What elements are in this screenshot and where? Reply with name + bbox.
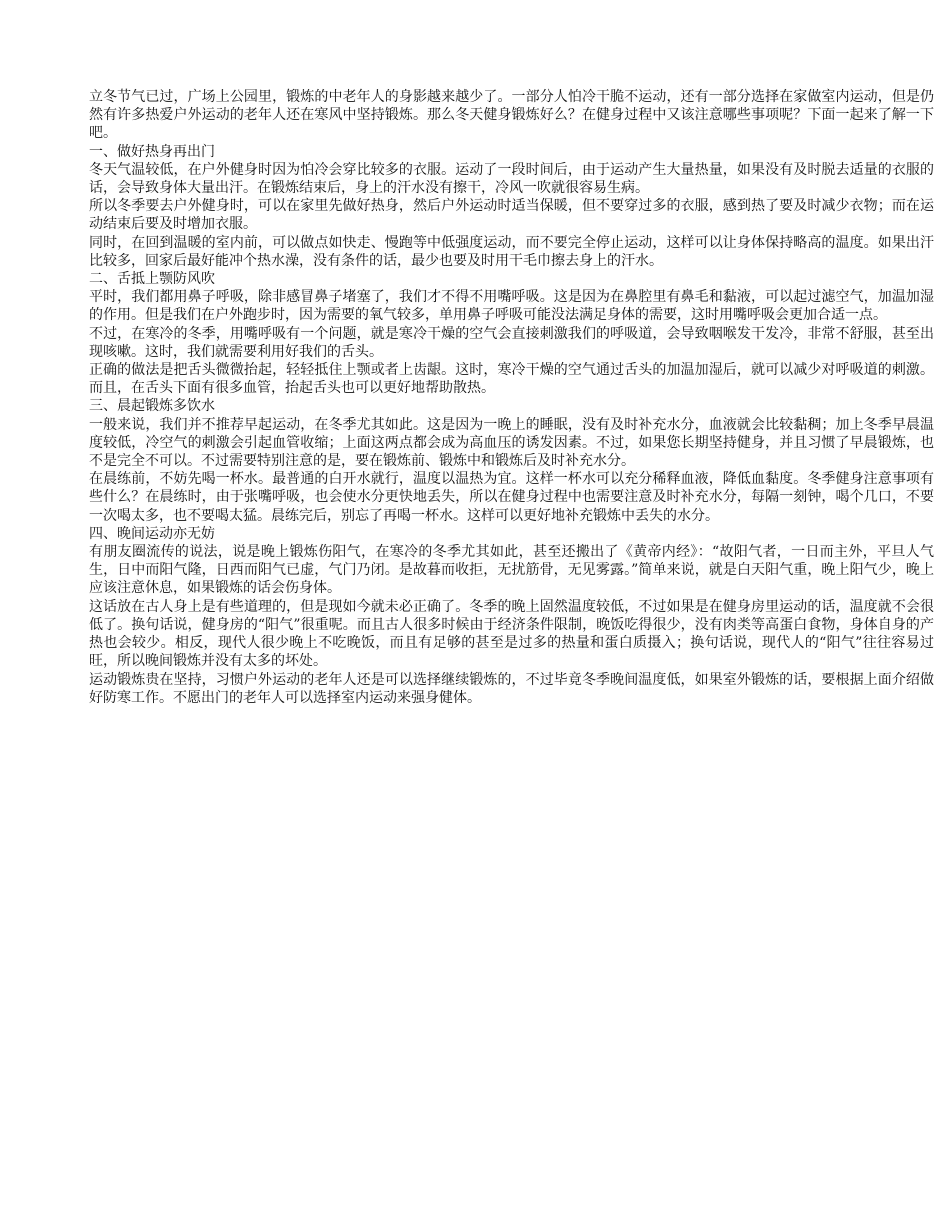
section-heading-3: 三、晨起锻炼多饮水 (89, 398, 215, 415)
section-2-paragraph-3: 正确的做法是把舌头微微抬起，轻轻抵住上颚或者上齿龈。这时，寒冷干燥的空气通过舌头的加温加湿后，就可以减少对呼吸道的刺激。而且，在舌头下面有很多血管，抬起舌头也可以更好地帮助散热。 (89, 362, 934, 397)
article-body (89, 88, 934, 707)
section-heading-4: 四、晚间运动亦无妨 (89, 525, 215, 542)
section-2-paragraph-1: 平时，我们都用鼻子呼吸，除非感冒鼻子堵塞了，我们才不得不用嘴呼吸。这是因为在鼻腔里有鼻毛和黏液，可以起过滤空气，加温加湿的作用。但是我们在户外跑步时，因为需要的氧气较多，单用鼻子呼吸可能没法满足身体的需要，这时用嘴呼吸会更加合适一点。 (89, 289, 934, 324)
section-1-paragraph-2: 所以冬季要去户外健身时，可以在家里先做好热身，然后户外运动时适当保暖，但不要穿过多的衣服，感到热了要及时减少衣物；而在运动结束后要及时增加衣服。 (89, 198, 934, 233)
section-4-paragraph-1: 有朋友圈流传的说法，说是晚上锻炼伤阳气，在寒冷的冬季尤其如此，甚至还搬出了《黄帝内经》：“故阳气者，一日而主外，平旦人气生，日中而阳气隆，日西而阳气已虚，气门乃闭。是故暮而收拒，无扰筋骨，无见雾露。”简单来说，就是白天阳气重，晚上阳气少，晚上应该注意休息，如果锻炼的话会伤身体。 (89, 544, 934, 597)
section-heading-2: 二、舌抵上颚防风吹 (89, 271, 215, 288)
section-1-paragraph-3: 同时，在回到温暖的室内前，可以做点如快走、慢跑等中低强度运动，而不要完全停止运动，这样可以让身体保持略高的温度。如果出汗比较多，回家后最好能冲个热水澡，没有条件的话，最少也要及时用干毛巾擦去身上的汗水。 (89, 234, 934, 269)
section-1-paragraph-1: 冬天气温较低，在户外健身时因为怕冷会穿比较多的衣服。运动了一段时间后，由于运动产生大量热量，如果没有及时脱去适量的衣服的话，会导致身体大量出汗。在锻炼结束后，身上的汗水没有擦干，冷风一吹就很容易生病。 (89, 161, 934, 197)
intro-paragraph: 立冬节气已过，广场上公园里，锻炼的中老年人的身影越来越少了。一部分人怕冷干脆不运动，还有一部分选择在家做室内运动，但是仍然有许多热爱户外运动的老年人还在寒风中坚持锻炼。那么冬天健身锻炼好么？在健身过程中又该注意哪些事项呢？下面一起来了解一下吧。 (89, 89, 934, 142)
section-heading-1: 一、做好热身再出门 (89, 143, 215, 160)
section-3-paragraph-1: 一般来说，我们并不推荐早起运动，在冬季尤其如此。这是因为一晚上的睡眠，没有及时补充水分，血液就会比较黏稠；加上冬季早晨温度较低，冷空气的刺激会引起血管收缩；上面这两点都会成为高血压的诱发因素。不过，如果您长期坚持健身，并且习惯了早晨锻炼，也不是完全不可以。不过需要特别注意的是，要在锻炼前、锻炼中和锻炼后及时补充水分。 (89, 416, 934, 470)
section-3-paragraph-2: 在晨练前，不妨先喝一杯水。最普通的白开水就行，温度以温热为宜。这样一杯水可以充分稀释血液，降低血黏度。冬季健身注意事项有些什么？在晨练时，由于张嘴呼吸，也会使水分更快地丢失，所以在健身过程中也需要注意及时补充水分，每隔一刻钟，喝个几口，不要一次喝太多，也不要喝太猛。晨练完后，别忘了再喝一杯水。这样可以更好地补充锻炼中丢失的水分。 (89, 471, 934, 524)
section-4-paragraph-2: 这话放在古人身上是有些道理的，但是现如今就未必正确了。冬季的晚上固然温度较低，不过如果是在健身房里运动的话，温度就不会很低了。换句话说，健身房的“阳气”很重呢。而且古人很多时候由于经济条件限制，晚饭吃得很少，没有肉类等高蛋白食物，身体自身的产热也会较少。相反，现代人很少晚上不吃晚饭，而且有足够的甚至是过多的热量和蛋白质摄入；换句话说，现代人的“阳气”往往容易过旺，所以晚间锻炼并没有太多的坏处。 (89, 598, 934, 670)
section-4-paragraph-3: 运动锻炼贵在坚持，习惯户外运动的老年人还是可以选择继续锻炼的，不过毕竟冬季晚间温度低，如果室外锻炼的话，要根据上面介绍做好防寒工作。不愿出门的老年人可以选择室内运动来强身健体。 (89, 671, 934, 706)
section-2-paragraph-2: 不过，在寒冷的冬季，用嘴呼吸有一个问题，就是寒冷干燥的空气会直接刺激我们的呼吸道，会导致咽喉发干发冷，非常不舒服，甚至出现咳嗽。这时，我们就需要利用好我们的舌头。 (89, 325, 934, 360)
